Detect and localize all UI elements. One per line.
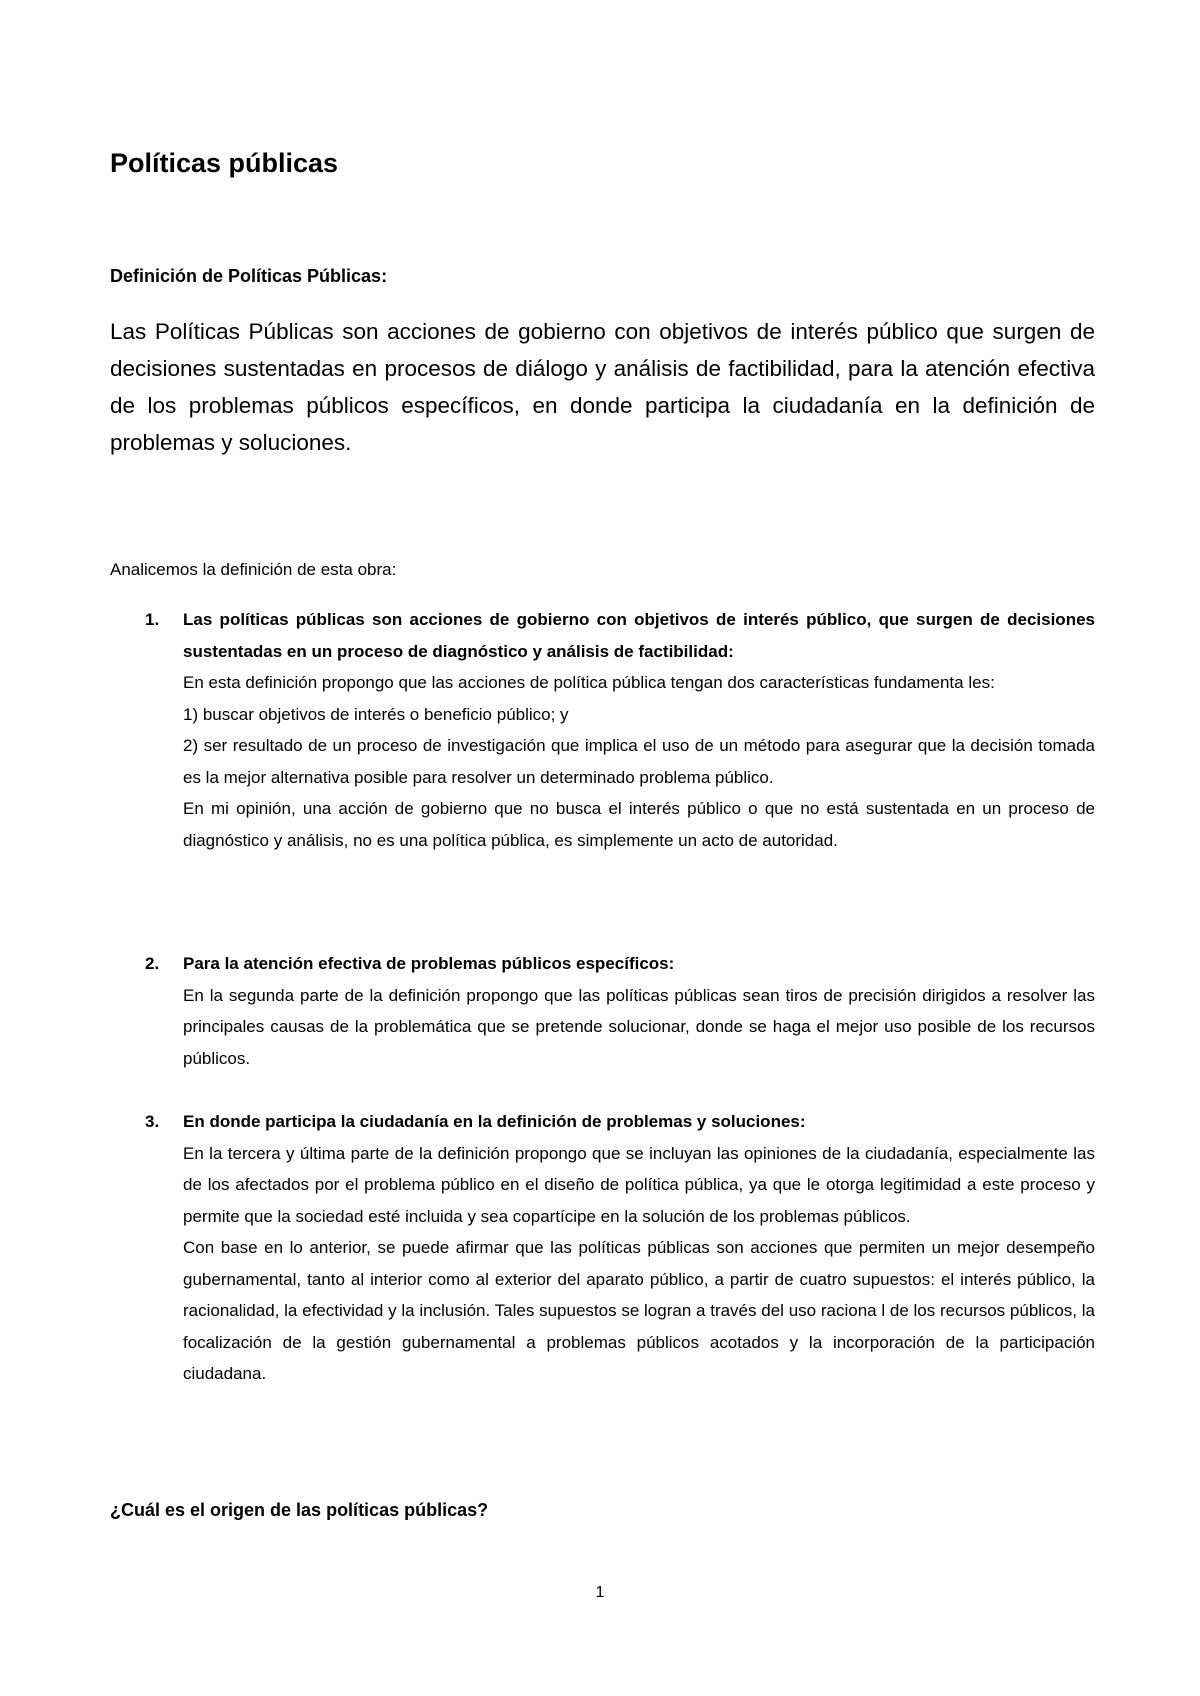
section-question-heading: ¿Cuál es el origen de las políticas públicas? bbox=[110, 1500, 489, 1520]
definition-text: Las Políticas Públicas son acciones de gobierno con objetivos de interés público que surgen de decisiones sustentadas en procesos de diálogo y análisis de factibilidad, para la atención efectiva de los problemas públicos específicos, en donde participa la ciudadanía en la definición de problemas y soluciones. bbox=[110, 319, 1095, 455]
list-item-heading: Para la atención efectiva de problemas públicos específicos: bbox=[183, 954, 675, 973]
list-item-2 bbox=[145, 948, 1095, 1074]
list-item-3 bbox=[145, 1106, 1095, 1390]
list-item-paragraph: En esta definición propongo que las acciones de política pública tengan dos características fundamenta les: bbox=[183, 673, 995, 692]
list-item-body bbox=[183, 948, 1095, 1074]
list-item-heading: En donde participa la ciudadanía en la definición de problemas y soluciones: bbox=[183, 1112, 806, 1131]
list-item-body bbox=[183, 1106, 1095, 1390]
list-item-paragraph: En la tercera y última parte de la definición propongo que se incluyan las opiniones de la ciudadanía, especialmente las de los afectados por el problema público en el diseño de política pública, ya que le otorga legitimidad a este proceso y permite que la sociedad esté incluida y sea copartícipe en la solución de los problemas públicos. bbox=[183, 1143, 1095, 1226]
list-item-paragraph: 2) ser resultado de un proceso de investigación que implica el uso de un método para asegurar que la decisión tomada es la mejor alternativa posible para resolver un determinado problema público. bbox=[183, 736, 1095, 787]
list-item-paragraph: Con base en lo anterior, se puede afirmar que las políticas públicas son acciones que permiten un mejor desempeño gubernamental, tanto al interior como al exterior del aparato público, a partir de cuatro supuestos: el interés público, la racionalidad, la efectividad y la inclusión. Tales supuestos se logran a través del uso raciona l de los recursos públicos, la focalización de la gestión gubernamental a problemas públicos acotados y la incorporación de la participación ciudadana. bbox=[183, 1238, 1095, 1383]
list-item-number: 3. bbox=[145, 1112, 160, 1131]
list-item-number: 2. bbox=[145, 954, 160, 973]
intro-text: Analicemos la definición de esta obra: bbox=[110, 560, 397, 579]
list-item-number: 1. bbox=[145, 610, 160, 629]
list-item-1 bbox=[145, 604, 1095, 856]
list-item-paragraph: En mi opinión, una acción de gobierno que no busca el interés público o que no está sustentada en un proceso de diagnóstico y análisis, no es una política pública, es simplemente un acto de autoridad. bbox=[183, 799, 1095, 850]
list-item-paragraph: 1) buscar objetivos de interés o beneficio público; y bbox=[183, 704, 569, 724]
definition-heading: Definición de Políticas Públicas: bbox=[110, 266, 388, 286]
list-item-heading: Las políticas públicas son acciones de gobierno con objetivos de interés público, que surgen de decisiones sustentadas en un proceso de diagnóstico y análisis de factibilidad: bbox=[183, 610, 1095, 661]
document-title: Políticas públicas bbox=[110, 148, 339, 178]
page-number: 1 bbox=[595, 1584, 605, 1601]
list-item-paragraph: En la segunda parte de la definición propongo que las políticas públicas sean tiros de precisión dirigidos a resolver las principales causas de la problemática que se pretende solucionar, donde se haga el mejor uso posible de los recursos públicos. bbox=[183, 985, 1095, 1068]
list-item-body bbox=[183, 604, 1095, 856]
